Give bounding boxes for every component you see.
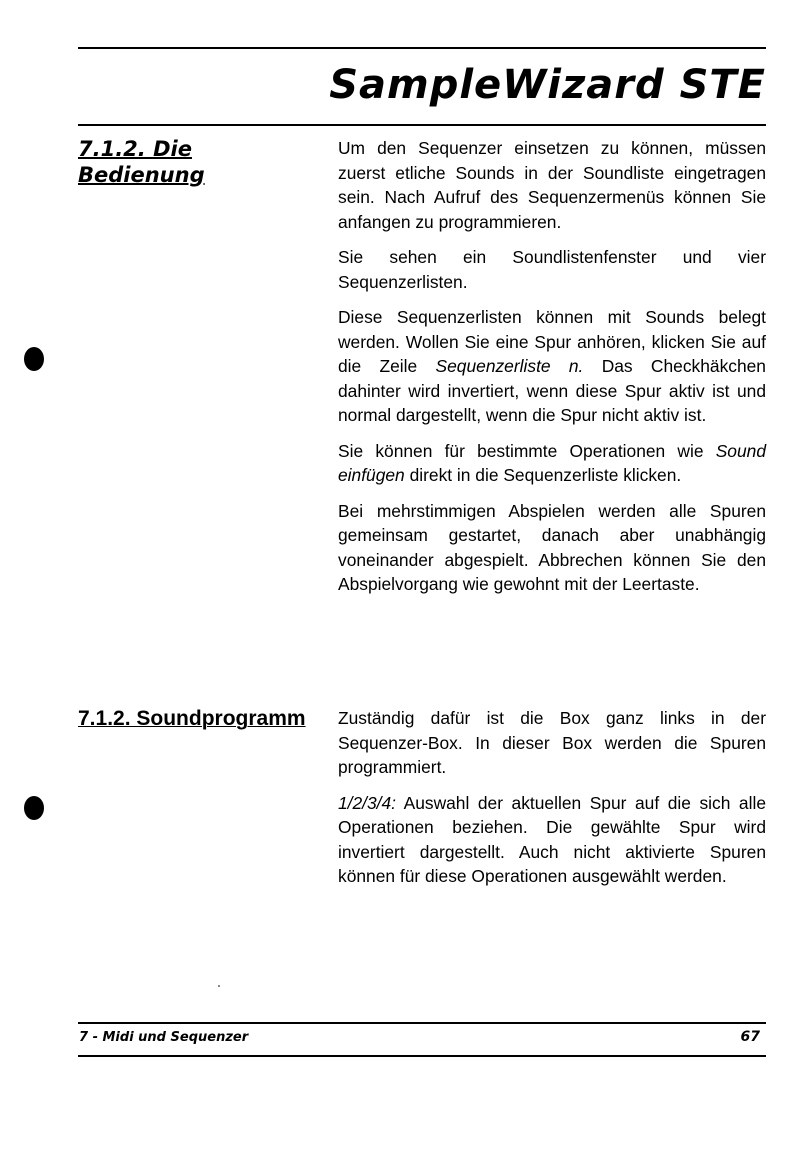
section-heading-soundprogramm: 7.1.2. Soundprogramm: [78, 707, 306, 730]
section1-body: [338, 136, 766, 608]
emphasis-text: Sound einfügen: [338, 440, 766, 485]
title-rule: [78, 124, 766, 126]
paragraph: Zuständig dafür ist die Box ganz links in der Sequenzer-Box. In dieser Box werden die Spuren programmiert.: [338, 708, 766, 777]
paragraph: [338, 439, 766, 488]
section-heading-bedienung: [78, 136, 205, 188]
paragraph: Bei mehrstimmigen Abspielen werden alle Spuren gemeinsam gestartet, danach aber unabhängig voneinander abgespielt. Abbrechen können Sie den Abspielvorgang wie gewohnt mit der Leertaste.: [338, 500, 766, 594]
section2-body: [338, 706, 766, 900]
binder-hole-mark: [24, 796, 44, 820]
text-run: direkt in die Sequenzerliste klicken.: [404, 465, 682, 485]
footer-top-rule: [78, 1022, 766, 1024]
text-run: Diese Sequenzerlisten können mit Sounds belegt werden. Wollen Sie eine Spur anhören, klicken Sie auf die Zeile: [338, 307, 766, 376]
emphasis-text: Sequenzerliste n.: [435, 356, 584, 376]
text-run: Das Checkhäkchen dahinter wird invertiert, wenn diese Spur aktiv ist und normal dargestellt, wenn die Spur nicht aktiv ist.: [338, 356, 766, 425]
paragraph: Sie sehen ein Soundlistenfenster und vier Sequenzerlisten.: [338, 247, 766, 292]
heading-line-1: 7.1.2. Die: [78, 137, 192, 161]
text-run: Auswahl der aktuellen Spur auf die sich alle Operationen beziehen. Die gewählte Spur wird invertiert dargestellt. Auch nicht aktivierte Spuren können für diese Operationen ausgewählt werden.: [338, 792, 766, 886]
paragraph: [338, 791, 766, 889]
scan-speck: [218, 985, 220, 987]
footer-bottom-rule: [78, 1055, 766, 1057]
heading-line-2: Bedienung: [78, 163, 205, 187]
binder-hole-mark: [24, 347, 44, 371]
text-run: Sie können für bestimmte Operationen wie: [338, 440, 716, 461]
page-title: SampleWizard STE: [329, 62, 766, 108]
paragraph: Um den Sequenzer einsetzen zu können, müssen zuerst etliche Sounds in der Soundliste eingetragen sein. Nach Aufruf des Sequenzermenüs können Sie anfangen zu programmieren.: [338, 138, 766, 232]
footer-chapter: 7 - Midi und Sequenzer: [79, 1030, 249, 1045]
page-number: 67: [740, 1029, 760, 1045]
paragraph: [338, 305, 766, 428]
emphasis-text: 1/2/3/4:: [338, 792, 397, 813]
top-rule: [78, 47, 766, 49]
